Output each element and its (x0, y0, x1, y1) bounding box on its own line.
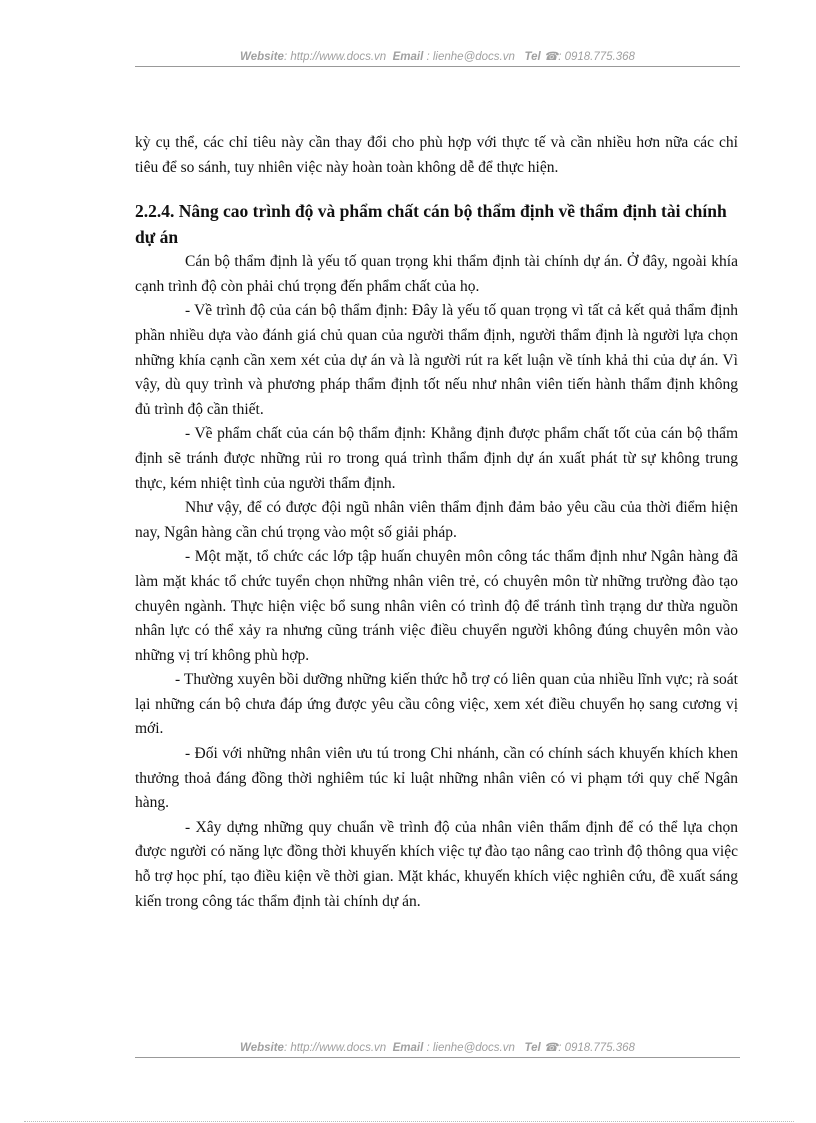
header-website-label: Website (240, 51, 284, 63)
footer-website-label: Website (240, 1042, 284, 1054)
body-paragraph: - Xây dựng những quy chuẩn về trình độ của nhân viên thẩm định để có thể lựa chọn được người có năng lực đồng thời khuyến khích việc tự đào tạo nâng cao trình độ thông qua việc hỗ trợ học phí, tạo điều kiện về thời gian. Mặt khác, khuyến khích việc nghiên cứu, đề xuất sáng kiến trong công tác thẩm định tài chính dự án. (135, 818, 738, 910)
page-header (135, 49, 740, 63)
body-paragraph: - Về phẩm chất của cán bộ thẩm định: Khẳng định được phẩm chất tốt của cán bộ thẩm định sẽ tránh được những rủi ro trong quá trình thẩm định dự án xuất phát từ sự không trung thực, kém nhiệt tình của người thẩm định. (135, 425, 738, 492)
footer-rule (135, 1057, 740, 1058)
header-website-link[interactable]: : http://www.docs.vn (283, 51, 387, 63)
section-heading: 2.2.4. Nâng cao trình độ và phẩm chất cán bộ thẩm định về thẩm định tài chính dự án (135, 201, 727, 248)
phone-icon: ☎ (543, 1042, 559, 1054)
footer-tel-value: : 0918.775.368 (558, 1042, 635, 1054)
footer-tel-label: Tel (524, 1042, 541, 1054)
header-email-link[interactable]: : lienhe@docs.vn (426, 51, 515, 63)
body-paragraph: - Thường xuyên bồi dưỡng những kiến thức hỗ trợ có liên quan của nhiều lĩnh vực; rà soát lại những cán bộ chưa đáp ứng được yêu cầu công việc, xem xét điều chuyển họ sang cương vị mới. (135, 671, 738, 738)
header-tel-value: : 0918.775.368 (558, 51, 635, 63)
page-footer (135, 1040, 740, 1054)
header-email-label: Email (392, 51, 424, 63)
page-edge (24, 1121, 794, 1122)
body-paragraph: - Về trình độ của cán bộ thẩm định: Đây là yếu tố quan trọng vì tất cả kết quả thẩm định phần nhiều dựa vào đánh giá chủ quan của người thẩm định, người thẩm định là người lựa chọn những khía cạnh cần xem xét của dự án và là người rút ra kết luận về tính khả thi của dự án. Vì vậy, dù quy trình và phương pháp thẩm định tốt nếu như nhân viên tiến hành thẩm định không đủ trình độ cần thiết. (135, 302, 738, 418)
body-paragraph: - Đối với những nhân viên ưu tú trong Chi nhánh, cần có chính sách khuyến khích khen thưởng thoả đáng đồng thời nghiêm túc kỉ luật những nhân viên có vi phạm tới quy chế Ngân hàng. (135, 745, 738, 812)
footer-website-link[interactable]: : http://www.docs.vn (283, 1042, 387, 1054)
intro-paragraph: kỳ cụ thể, các chỉ tiêu này cần thay đổi cho phù hợp với thực tế và cần nhiều hơn nữa các chỉ tiêu để so sánh, tuy nhiên việc này hoàn toàn không dễ để thực hiện. (135, 134, 738, 176)
phone-icon: ☎ (543, 51, 559, 63)
document-body (135, 131, 738, 914)
body-paragraph: Cán bộ thẩm định là yếu tố quan trọng khi thẩm định tài chính dự án. Ở đây, ngoài khía cạnh trình độ còn phải chú trọng đến phẩm chất của họ. (135, 253, 738, 295)
body-paragraph: - Một mặt, tổ chức các lớp tập huấn chuyên môn công tác thẩm định như Ngân hàng đã làm mặt khác tổ chức tuyển chọn những nhân viên trẻ, có chuyên môn từ những trường đào tạo chuyên ngành. Thực hiện việc bổ sung nhân viên có trình độ để tránh tình trạng dư thừa nguồn nhân lực có thể xảy ra nhưng cũng tránh việc điều chuyển người không đúng chuyên môn vào những vị trí không phù hợp. (135, 548, 738, 664)
header-tel-label: Tel (524, 51, 541, 63)
footer-email-link[interactable]: : lienhe@docs.vn (426, 1042, 515, 1054)
body-paragraph: Như vậy, để có được đội ngũ nhân viên thẩm định đảm bảo yêu cầu của thời điểm hiện nay, Ngân hàng cần chú trọng vào một số giải pháp. (135, 499, 738, 541)
header-rule (135, 66, 740, 67)
footer-email-label: Email (392, 1042, 424, 1054)
